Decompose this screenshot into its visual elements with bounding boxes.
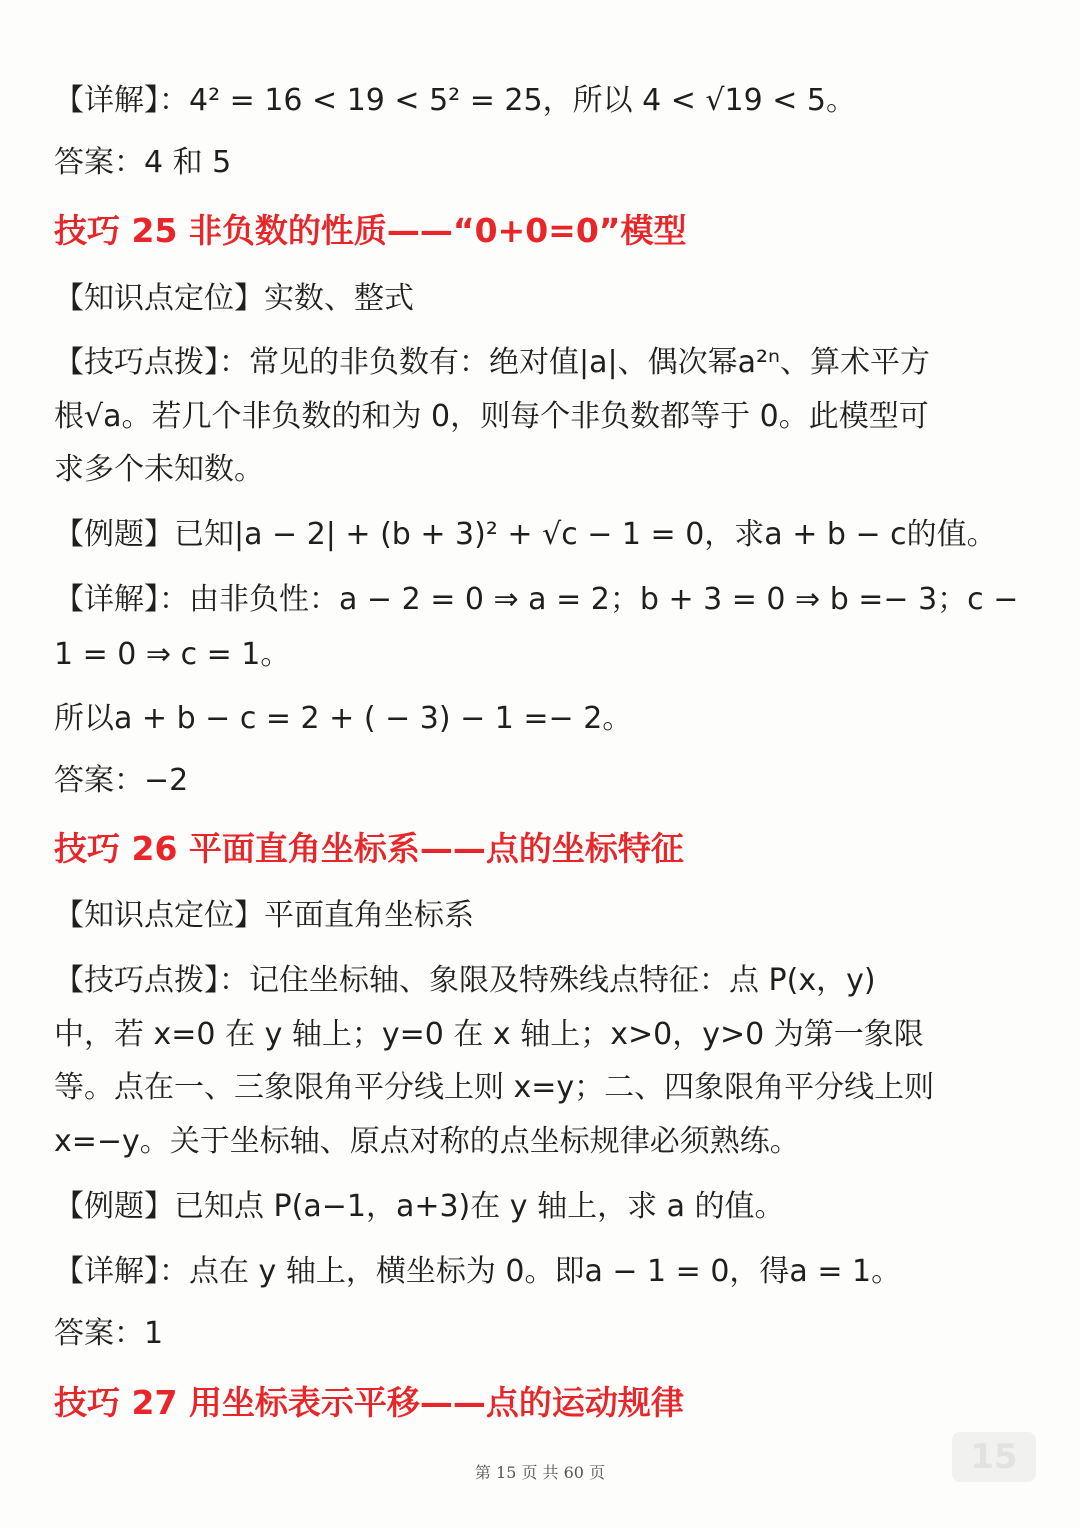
example-line: 【例题】已知|a − 2| + (b + 3)² + √c − 1 = 0，求a + b − c的值。 xyxy=(54,517,997,552)
answer-line: 答案：−2 xyxy=(54,763,189,798)
section-title-25: 技巧 25 非负数的性质——“0+0=0”模型 xyxy=(54,211,687,250)
example-line: 【例题】已知点 P(a−1，a+3)在 y 轴上，求 a 的值。 xyxy=(54,1189,785,1224)
answer-line: 答案：1 xyxy=(54,1316,164,1351)
knowledge-point-line: 【知识点定位】平面直角坐标系 xyxy=(54,898,474,933)
tip-line-2: 根√a。若几个非负数的和为 0，则每个非负数都等于 0。此模型可 xyxy=(54,399,929,434)
answer-detail-line: 【详解】：4² = 16 < 19 < 5² = 25，所以 4 < √19 < 5。 xyxy=(54,83,857,118)
tip-line-1: 【技巧点拨】：记住坐标轴、象限及特殊线点特征：点 P(x，y) xyxy=(54,963,876,998)
section-title-27: 技巧 27 用坐标表示平移——点的运动规律 xyxy=(54,1383,684,1422)
detail-line: 【详解】：点在 y 轴上，横坐标为 0。即a − 1 = 0，得a = 1。 xyxy=(54,1254,902,1289)
tip-line-3: 等。点在一、三象限角平分线上则 x=y；二、四象限角平分线上则 xyxy=(54,1070,935,1105)
detail-line-1: 【详解】：由非负性：a − 2 = 0 ⇒ a = 2；b + 3 = 0 ⇒ b =− 3；c − xyxy=(54,582,1019,617)
answer-line: 答案：4 和 5 xyxy=(54,145,232,180)
detail-line-2: 1 = 0 ⇒ c = 1。 xyxy=(54,637,291,672)
tip-line-2: 中，若 x=0 在 y 轴上；y=0 在 x 轴上；x>0，y>0 为第一象限 xyxy=(54,1017,924,1052)
tip-line-3: 求多个未知数。 xyxy=(54,452,264,487)
tip-line-1: 【技巧点拨】：常见的非负数有：绝对值|a|、偶次幂a²ⁿ、算术平方 xyxy=(54,345,930,380)
tip-line-4: x=−y。关于坐标轴、原点对称的点坐标规律必须熟练。 xyxy=(54,1124,800,1159)
page-footer: 第 15 页 共 60 页 xyxy=(474,1463,606,1482)
section-title-26: 技巧 26 平面直角坐标系——点的坐标特征 xyxy=(54,829,684,868)
detail-line-3: 所以a + b − c = 2 + ( − 3) − 1 =− 2。 xyxy=(54,701,633,736)
page-number-badge: 15 xyxy=(952,1432,1036,1482)
knowledge-point-line: 【知识点定位】实数、整式 xyxy=(54,281,414,316)
